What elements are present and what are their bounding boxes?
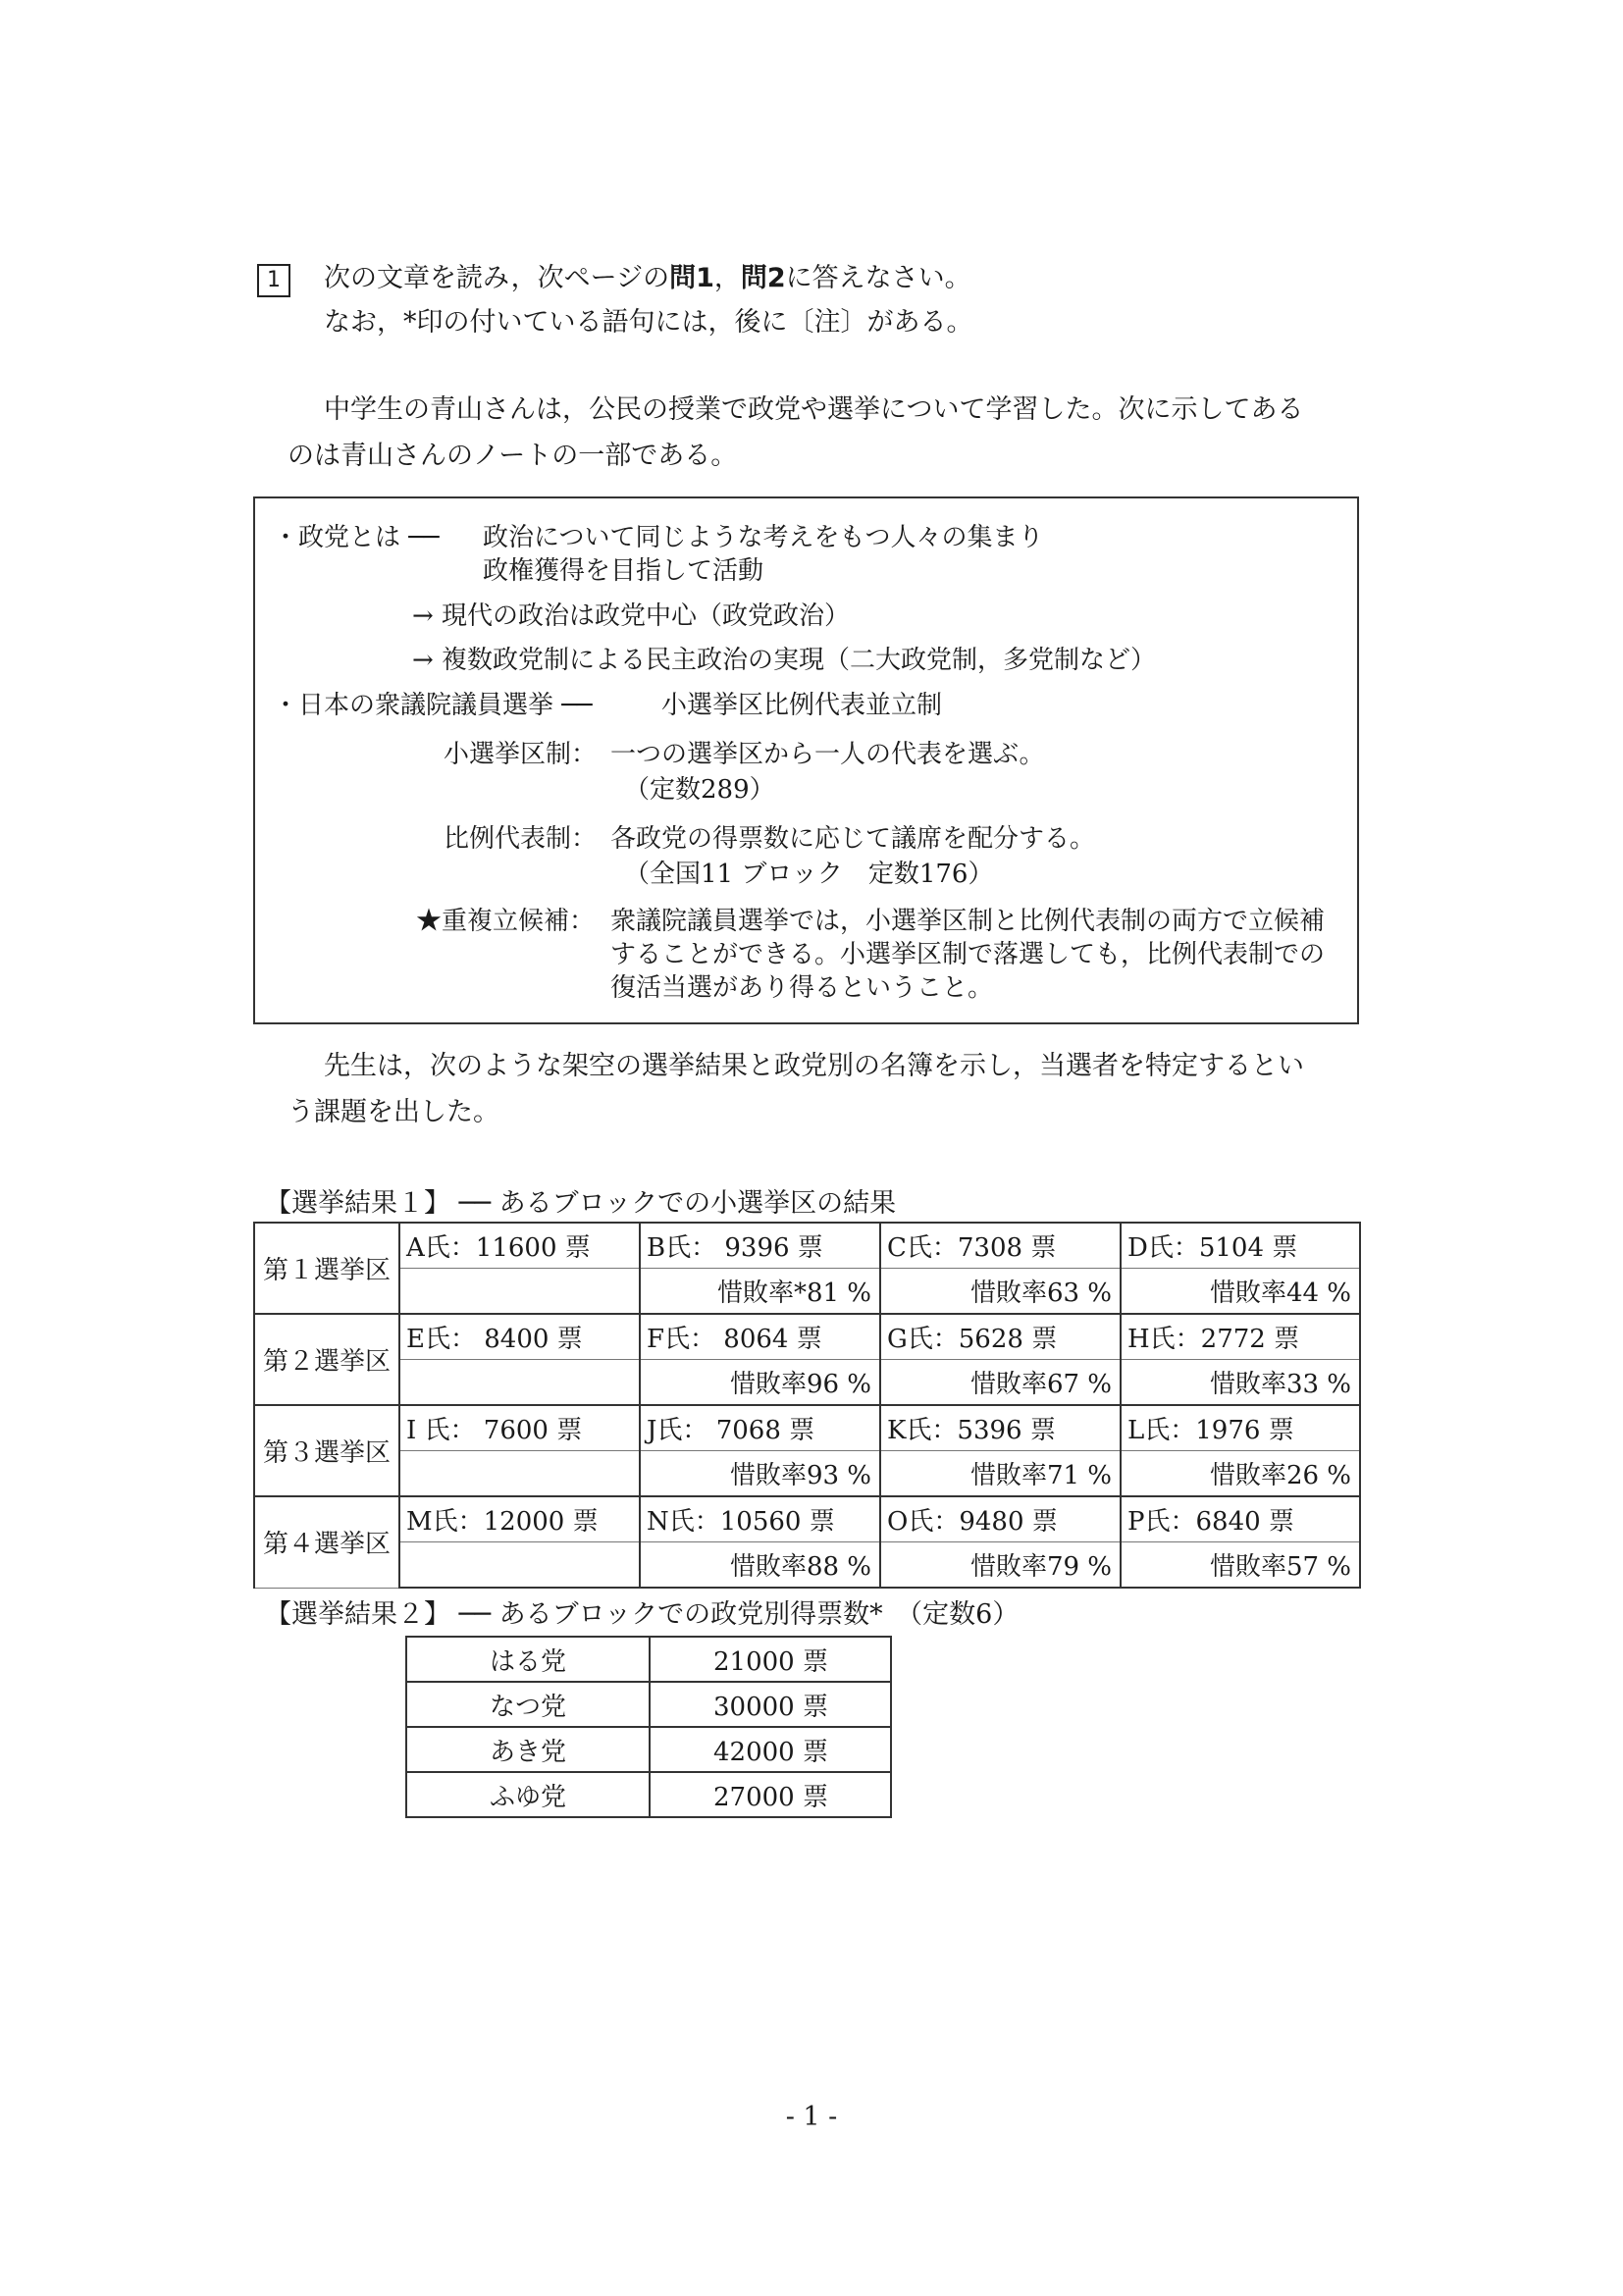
dual-candidacy-desc-3: 復活当選があり得るということ。 xyxy=(610,973,994,1003)
smd-description: 一つの選挙区から一人の代表を選ぶ。 xyxy=(610,740,1045,769)
arrow-point-2: → 複数政党制による民主政治の実現（二大政党制，多党制など） xyxy=(412,646,1157,675)
dual-candidacy-label: ★重複立候補： xyxy=(416,907,596,936)
district-name: 第１選挙区 xyxy=(254,1223,399,1314)
loss-ratio xyxy=(399,1542,640,1589)
party-votes: 30000 票 xyxy=(650,1682,891,1727)
loss-ratio: 惜敗率26 % xyxy=(1121,1451,1360,1497)
party-votes: 42000 票 xyxy=(650,1727,891,1772)
question-ref-1: 問1 xyxy=(669,263,714,293)
candidate-votes: G氏：5628 票 xyxy=(880,1314,1121,1360)
candidate-votes: H氏：2772 票 xyxy=(1121,1314,1360,1360)
pr-label: 比例代表制： xyxy=(444,824,598,854)
loss-ratio: 惜敗率93 % xyxy=(640,1451,880,1497)
table-row xyxy=(254,1269,1360,1315)
pr-seats: （全国11 ブロック 定数176） xyxy=(624,860,994,889)
loss-ratio xyxy=(399,1360,640,1406)
candidate-votes: C氏：7308 票 xyxy=(880,1223,1121,1269)
annotation-note-line: なお，*印の付いている語句には，後に〔注〕がある。 xyxy=(324,307,973,338)
pr-description: 各政党の得票数に応じて議席を配分する。 xyxy=(610,824,1096,854)
intro-line-1: 中学生の青山さんは，公民の授業で政党や選挙について学習した。次に示してある xyxy=(324,394,1304,425)
candidate-votes: D氏：5104 票 xyxy=(1121,1223,1360,1269)
party-definition-2: 政権獲得を目指して活動 xyxy=(483,556,764,586)
table-row xyxy=(406,1772,891,1817)
loss-ratio xyxy=(399,1451,640,1497)
election-label: ・日本の衆議院議員選挙 ── xyxy=(273,691,593,720)
candidate-votes: M氏：12000 票 xyxy=(399,1496,640,1542)
loss-ratio xyxy=(399,1269,640,1315)
result1-table xyxy=(253,1222,1361,1589)
candidate-votes: I 氏： 7600 票 xyxy=(399,1405,640,1451)
candidate-votes: P氏：6840 票 xyxy=(1121,1496,1360,1542)
table-row xyxy=(254,1314,1360,1360)
party-votes: 27000 票 xyxy=(650,1772,891,1817)
loss-ratio: 惜敗率63 % xyxy=(880,1269,1121,1315)
table-row xyxy=(406,1682,891,1727)
instruction-text-a: 次の文章を読み，次ページの xyxy=(324,263,670,293)
candidate-votes: K氏：5396 票 xyxy=(880,1405,1121,1451)
party-votes: 21000 票 xyxy=(650,1637,891,1682)
table-row xyxy=(254,1451,1360,1497)
table-row xyxy=(254,1542,1360,1589)
district-name: 第４選挙区 xyxy=(254,1496,399,1588)
candidate-votes: O氏：9480 票 xyxy=(880,1496,1121,1542)
candidate-votes: L氏：1976 票 xyxy=(1121,1405,1360,1451)
instruction-line xyxy=(324,260,971,297)
student-notebook-box xyxy=(253,496,1359,1024)
loss-ratio: 惜敗率71 % xyxy=(880,1451,1121,1497)
election-system: 小選挙区比例代表並立制 xyxy=(661,691,943,720)
district-name: 第３選挙区 xyxy=(254,1405,399,1496)
intro-line-2: のは青山さんのノートの一部である。 xyxy=(288,441,738,471)
loss-ratio: 惜敗率96 % xyxy=(640,1360,880,1406)
candidate-votes: J氏： 7068 票 xyxy=(640,1405,880,1451)
party-name: あき党 xyxy=(406,1727,650,1772)
table-row xyxy=(254,1405,1360,1451)
party-name: ふゆ党 xyxy=(406,1772,650,1817)
party-name: はる党 xyxy=(406,1637,650,1682)
candidate-votes: N氏：10560 票 xyxy=(640,1496,880,1542)
party-definition-1: 政治について同じような考えをもつ人々の集まり xyxy=(483,523,1044,552)
candidate-votes: B氏： 9396 票 xyxy=(640,1223,880,1269)
question-ref-2: 問2 xyxy=(740,263,786,293)
question-number-box: 1 xyxy=(257,264,290,297)
loss-ratio: 惜敗率44 % xyxy=(1121,1269,1360,1315)
table-row xyxy=(406,1637,891,1682)
smd-label: 小選挙区制： xyxy=(444,740,598,769)
table-row xyxy=(254,1360,1360,1406)
instruction-text-b: ， xyxy=(713,263,741,293)
table-row xyxy=(254,1223,1360,1269)
instruction-text-c: に答えなさい。 xyxy=(785,263,971,293)
result2-title: 【選挙結果２】 ── あるブロックでの政党別得票数* （定数6） xyxy=(265,1599,1020,1630)
candidate-votes: A氏：11600 票 xyxy=(399,1223,640,1269)
arrow-point-1: → 現代の政治は政党中心（政党政治） xyxy=(412,601,851,631)
result2-table xyxy=(405,1636,892,1818)
teacher-line-1: 先生は，次のような架空の選挙結果と政党別の名簿を示し，当選者を特定するとい xyxy=(324,1051,1304,1081)
table-row xyxy=(254,1496,1360,1542)
teacher-line-2: う課題を出した。 xyxy=(288,1097,499,1127)
dual-candidacy-desc-1: 衆議院議員選挙では，小選挙区制と比例代表制の両方で立候補 xyxy=(610,907,1326,936)
table-row xyxy=(406,1727,891,1772)
page-number: - 1 - xyxy=(785,2102,838,2132)
party-label: ・政党とは ── xyxy=(273,523,440,552)
dual-candidacy-desc-2: することができる。小選挙区制で落選しても，比例代表制での xyxy=(610,940,1326,969)
loss-ratio: 惜敗率88 % xyxy=(640,1542,880,1589)
loss-ratio: 惜敗率*81 % xyxy=(640,1269,880,1315)
district-name: 第２選挙区 xyxy=(254,1314,399,1405)
loss-ratio: 惜敗率57 % xyxy=(1121,1542,1360,1589)
smd-seats: （定数289） xyxy=(624,775,775,805)
result1-title: 【選挙結果１】 ── あるブロックでの小選挙区の結果 xyxy=(265,1188,897,1219)
candidate-votes: E氏： 8400 票 xyxy=(399,1314,640,1360)
party-name: なつ党 xyxy=(406,1682,650,1727)
loss-ratio: 惜敗率67 % xyxy=(880,1360,1121,1406)
candidate-votes: F氏： 8064 票 xyxy=(640,1314,880,1360)
loss-ratio: 惜敗率33 % xyxy=(1121,1360,1360,1406)
loss-ratio: 惜敗率79 % xyxy=(880,1542,1121,1589)
